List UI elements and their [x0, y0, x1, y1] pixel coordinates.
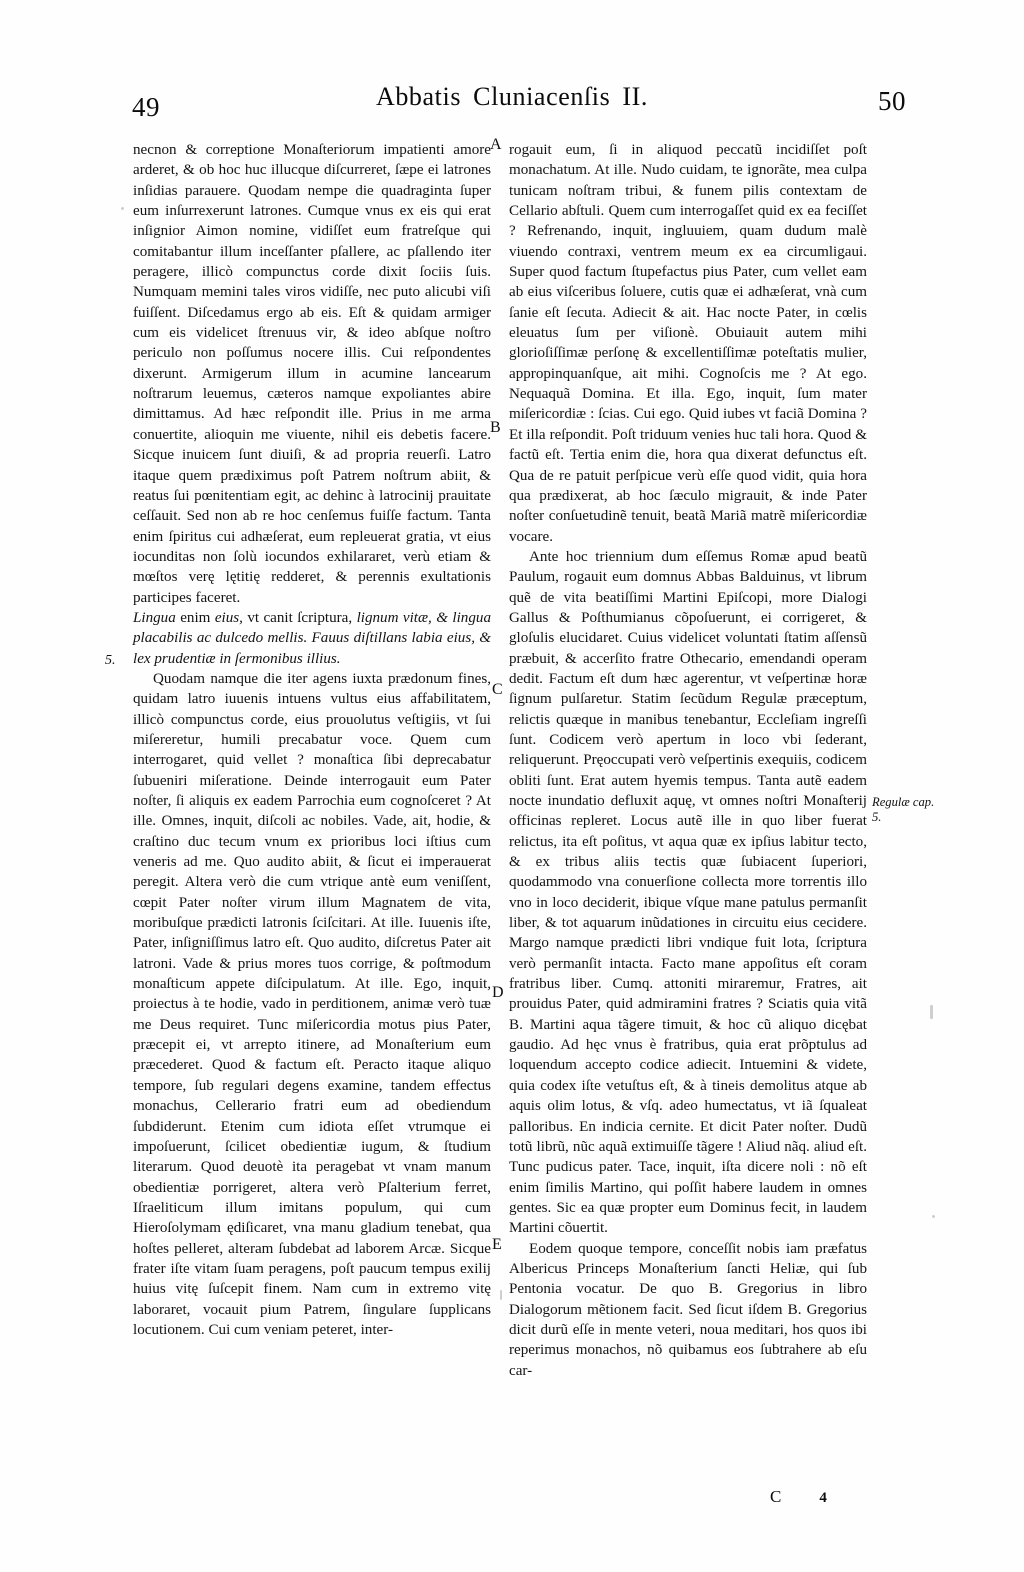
text-column-right [509, 140, 867, 1381]
running-title: Abbatis Cluniacenſis II. [375, 82, 649, 111]
signature-letter: C [770, 1487, 782, 1506]
quote-run-4: vt canit ſcriptura, [242, 609, 357, 626]
margin-note-regula: Regulæ cap. 5. [872, 795, 935, 824]
scan-speck [932, 1215, 935, 1218]
scan-speck [121, 207, 124, 210]
paragraph-eodem-quoque: Eodem quoque tempore, conceſſit nobis iam præfatus Albericus Princeps Monaſterium ſancti Heliæ, qui ſub Pentonia vocatur. De quo B. Gregorius in libro Dialogorum mẽtionem facit. Sed ſicut iſdem B. Gregorius dicit durũ eſſe in mente veteri, noua meditari, hos quos ibi reperimus monachos, nõ quibamus eos ſubtrahere ab eſu car- [509, 1240, 867, 1379]
folio-number-left: 49 [132, 92, 160, 122]
scan-speck [930, 1005, 933, 1019]
paragraph-scripture-quote [133, 608, 491, 669]
margin-letter-b: B [490, 419, 501, 436]
scan-speck [500, 1290, 502, 1300]
paragraph-ante-hoc-triennium: Ante hoc triennium dum eſſemus Romæ apud beatũ Paulum, rogauit eum domnus Abbas Balduinus, vt librum quẽ de vita beatiſſimi Martini Epiſcopi, more Dialogi Gallus & Poſthumianus cõpoſuerunt, ei corrigeret, & gloſulis elucidaret. Cuius videlicet voluntati ſtatim aſſensũ præbuit, & accerſito fratre Othecario, emendandi operam dedit. Factum eſt dum hæc agerentur, vt veſpertinæ horæ ſignum pulſaretur. Statim ſecũdum Regulæ præceptum, relictis quæque in manibus tenebantur, Eccleſiam ingreſſi ſunt. Codicem verò apertum in loco vbi ſederant, reliquerunt. Pręoccupati verò veſpertinis exequiis, codicem obliti ſunt. Erat autem hyemis tempus. Tanta autẽ eadem nocte inundatio defluxit aquę, vt omnes noſtri Monaſterij officinas repleret. Locus autẽ ille in quo liber fuerat relictus, ita eſt poſitus, vt aqua quæ ex ipſius labitur tecto, & ex tribus aliis tectis quæ ſubiacent ſuperiori, quodammodo vna conuerſione collecta more torrentis illo vno in loco deciderit, ibique vſque mane patulus permanſit liber, & tot aquarum inũdationes in circuitu eius cecidere. Margo namque prædicti libri vndique fuit lota, ſcriptura verò permanſit intacta. Facto mane appoſitus eſt coram fratribus liber. Cumq. attoniti miraremur, Fratres, ait prouidus Pater, quid admiramini fratres ? Sciatis quia vitã B. Martini aqua tãgere timuit, & hoc cũ aliquo dicębat gaudio. Ad hęc vnus è fratribus, quia erat prõptulus ad loquendum accepto codice adiecit. Intuemini & videte, quia codex iſte vetuſtus eſt, & à tineis demolitus atque ab aquis olim lotus, & vſq. adeo humectatus, vt iã ſqualeat palloribus. En indicia cernite. Et dicit Pater noſter. Dudũ totũ librũ, nũc aquã extimuiſſe tãgere ! Aliud nãq. aliud eſt. Tunc pudicus pater. Tace, inquit, iſta dicere noli : nõ eſt enim ſimilis Martino, qui poſſit habere laudem in omnes gentes. Sic ea quæ propter eum Dominus fecit, in laudem Martini cõuertit. [509, 548, 867, 1237]
paragraph-quodam-namque: Quodam namque die iter agens iuxta prædonum fines, quidam latro iuuenis intuens vultus eius affabilitatem, illicò compunctus corde, eius prouolutus veſtigiis, vt ſui miſereretur, humili precabatur voce. Quem cum interrogaret, quid vellet ? monaſtica ſibi deprecabatur ſubueniri miſeratione. Deinde interrogauit eum Pater noſter, ſi aliquis ex eadem Parrochia eum cognoſceret ? At ille. Omnes, inquit, diſcoli ac nobiles. Vade, ait, hodie, & craſtino duc tecum vnum ex prioribus loci iſtius cum veneris ad me. Quo audito abiit, & ſicut ei imperauerat peregit. Altera verò die cum vtrique antè eum veniſſent, cœpit Pater noſter virum illum Magnatem de vita, moribuſque prædicti latronis ſciſcitari. At ille. Iuuenis iſte, Pater, inſigniſſimus latro eſt. Quo audito, diſcretus Pater ait latroni. Vade & prius mores tuos corrige, & poſtmodum monaſticum appete diſcipulatum. At ille. Ego, inquit, proiectus à te hodie, vado in perditionem, animæ verò tuæ me Deus requiret. Tunc miſericordia motus pius Pater, præcepit ei, vt arrepto itinere, ad Monaſterium eum præcederet. Quod & factum eſt. Peracto itaque aliquo tempore, ſub regulari degens examine, tandem effectus monachus, Cellerario fratri eum ad obediendum ſubdiderunt. Etenim cum idiota eſſet vtrumque ei impoſuerunt, ſcilicet obedientiæ iugum, & ſtudium literarum. Quod deuotè ita peragebat vt vnam manum obedientiæ porrigeret, altera verò Pſalterium ferret, Iſraeliticum illum imitans populum, qui cum Hieroſolymam ędiſicaret, vna manu gladium tenebat, qua hoſtes pelleret, alteram ſubdebat ad laborem Arcæ. Sicque frater iſte vitam ſuam peragens, poſt paucum tempus exilij huius vitę ſuſcepit finem. Nam cum in extremo vitę laboraret, vocauit pium Patrem, ſingulare ſupplicans locutionem. Cui cum veniam peteret, inter- [133, 670, 491, 1338]
margin-letter-a: A [490, 136, 502, 153]
signature-number: 4 [819, 1490, 827, 1506]
folio-number-right: 50 [878, 86, 906, 116]
signature-line [770, 1487, 827, 1507]
page-header [0, 78, 1024, 122]
body-text-area [0, 140, 1024, 1500]
paragraph-continued: rogauit eum, ſi in aliquod peccatũ incidiſſet poſt monachatum. At ille. Nudo cuidam, te ignorãte, mea culpa tunicam noſtram tribui, & funem pilis contextam de Cellario abſtuli. Quem cum interrogaſſet quid ex ea feciſſet ? Refrenando, inquit, ingluuiem, quam dudum malè viuendo contraxi, ventrem meum ex ea circumligaui. Super quod factum ſtupefactus pius Pater, cum vellet eam ab eius viſceribus ſoluere, cutis quæ ei adhæſerat, vnà cum ſanie eſt ſecuta. Adiecit & ait. Hac nocte Pater, in cœlis eleuatus ſum per viſionè. Obuiauit autem mihi glorioſiſſimæ perſonę & excellentiſſimæ poteſtatis mulier, appropinquanſque, ait mihi. Cognoſcis me ? At ego. Nequaquã Domina. Et illa. Ego, inquit, ſum mater miſericordiæ : ſcias. Cui ego. Quid iubes vt faciã Domina ? Et illa reſpondit. Poſt triduum venies huc tali hora. Quod & factũ eſt. Tertia enim die, hora qua dixerat defunctus eſt. Qua de re patuit perſpicue verù eſſe quod vidit, quia hora qua prædixerat, ab hoc ſæculo migrauit, & inde Pater noſter conſuetudinẽ tenuit, beatã Mariã matrẽ miſericordiæ vocare. [509, 142, 867, 545]
quote-run-3: eius, [214, 609, 243, 626]
paragraph-continued: necnon & correptione Monaſteriorum impatienti amore arderet, & ob hoc huc illucque diſcurreret, ſæpe ei latrones inſidias parauere. Quodam nempe die quadraginta ſuper eum inſurrexerunt latrones. Cumque vnus ex eis qui erat inſignior Aimon nomine, vidiſſet eum fratreſque qui comitabantur illum inceſſanter pſallere, ac pſallendo iter peragere, illicò compunctus corde dixit ſociis ſuis. Numquam memini tales viros vidiſſe, nec puto alicubi viſi fuiſſent. Diſcedamus ergo ab eis. Eſt & quidam armiger cum eis videlicet ſtrenuus vir, & ideo abſque noſtro periculo non poſſumus nocere illis. Cui reſpondentes dixerunt. Armigerum illum in acumine lancearum noſtrarum leuemus, cæteros namque expoliantes abire dimittamus. Ad hæc reſpondit ille. Prius in me arma conuertite, alioquin me viuente, nihil eis debetis facere. Sicque inuicem ſunt diuiſi, & ad propria reuerſi. Latro itaque quem prædiximus poſt Patrem noſtrum abiit, & reatus ſui pœnitentiam egit, ac dehinc à latrocinij prauitate ceſſauit. Sed non ab re hoc cenſemus fuiſſe factum. Tanta enim ſpiritus cui adhæſerat, eum repleuerat gratia, vt eius iocunditas non ſolù iocundos exhilararet, verù etiam & mœſtos verę lętitię redderet, & perennis exultationis participes faceret. [133, 142, 491, 606]
text-column-left [133, 140, 491, 1340]
quote-run-1: Lingua [133, 609, 181, 626]
quote-run-2: enim [180, 609, 215, 626]
margin-letter-d: D [492, 984, 504, 1001]
margin-letter-e: E [492, 1236, 502, 1253]
quote-run-5: lignum vitæ, & lingua placabilis ac dulcedo mellis. Fauus diſtillans labia eius, & lex prudentiæ in ſermonibus illius. [133, 609, 491, 667]
margin-section-number: 5. [105, 653, 116, 668]
margin-letter-c: C [492, 681, 503, 698]
